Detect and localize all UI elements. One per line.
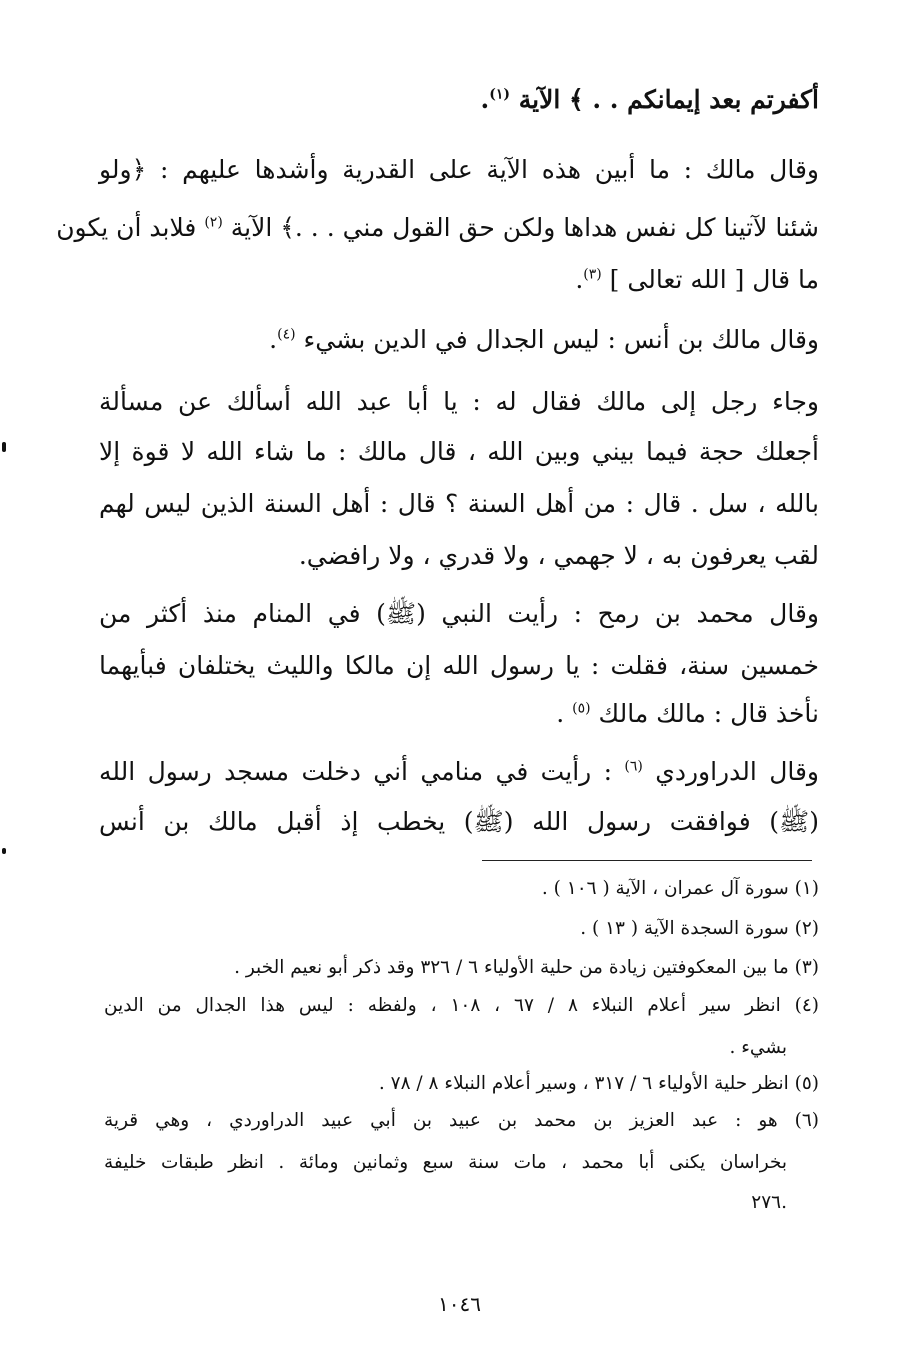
body-line-10 [99,596,819,632]
line-tail: . [269,325,278,354]
line-tail: . [556,699,573,728]
line-text: خمسين سنة، فقلت : يا رسول الله إن مالكا والليث يختلفان فبأيهما [99,651,819,680]
page-number: ١٠٤٦ [438,1292,481,1316]
footnote-text: (٥) انظر حلية الأولياء ٦ / ٣١٧ ، وسير أعلام النبلاء ٨ / ٧٨ . [378,1073,819,1094]
line-text: ما قال [ الله تعالى ] [601,265,819,294]
body-line-13 [99,754,819,790]
footnote-text: بخراسان يكنى أبا محمد ، مات سنة سبع وثمانين ومائة . انظر طبقات خليفة [104,1152,787,1173]
body-line-14 [99,804,819,840]
footnote-text: (٣) ما بين المعكوفتين زيادة من حلية الأولياء ٦ / ٣٢٦ وقد ذكر أبو نعيم الخبر . [234,957,819,978]
body-line-4 [99,262,819,298]
footnote-1 [104,876,819,902]
footnote-text: (٦) هو : عبد العزيز بن محمد بن عبيد بن أبي عبيد الدراوردي ، وهي قرية [104,1110,819,1131]
footnote-text: (١) سورة آل عمران ، الآية ( ١٠٦ ) . [541,878,819,899]
line-text: شئنا لآتينا كل نفس هداها ولكن حق القول مني . . .﴾ الآية [222,213,819,242]
line-text: بالله ، سل . قال : من أهل السنة ؟ قال : أهل السنة الذين ليس لهم [99,489,819,518]
body-line-6 [99,384,819,420]
line-text: وقال مالك بن أنس : ليس الجدال في الدين بشيء [295,325,819,354]
line-text: أجعلك حجة فيما بيني وبين الله ، قال مالك : ما شاء الله لا قوة إلا [99,437,819,466]
line-text: نأخذ قال : مالك مالك [590,699,819,728]
line-text: (ﷺ) فوافقت رسول الله (ﷺ) يخطب إذ أقبل مالك بن أنس [99,807,819,836]
body-line-5 [99,322,819,358]
footnote-ref: (٣) [583,266,602,283]
footnote-text: (٢) سورة السجدة الآية ( ١٣ ) . [580,918,819,939]
footnote-2 [104,916,819,942]
footnote-ref: (٦) [624,758,643,775]
line-text: وقال محمد بن رمح : رأيت النبي (ﷺ) في المنام منذ أكثر من [99,599,819,628]
scan-mark [2,848,6,854]
line-tail: . [575,265,584,294]
footnote-6 [104,1108,819,1134]
footnote-4 [104,993,819,1019]
body-line-3 [56,210,819,246]
footnote-text: (٤) انظر سير أعلام النبلاء ٨ / ٦٧ ، ١٠٨ ، ولفظه : ليس هذا الجدال من الدين [104,995,820,1016]
footnote-text: بشيء . [729,1037,787,1058]
body-line-2 [99,152,819,188]
footnote-6-cont-2 [104,1190,787,1216]
footnote-4-cont [104,1035,787,1061]
body-line-1 [99,82,819,118]
scan-mark [2,442,6,452]
footnote-text: .٢٧٦ [751,1192,787,1213]
footnote-6-cont [104,1150,787,1176]
line-tail: : رأيت في منامي أني دخلت مسجد رسول الله [99,757,625,786]
footnote-separator [482,860,812,861]
body-line-8 [99,486,819,522]
footnote-ref: (٤) [277,326,296,343]
line-tail: . [480,85,490,114]
body-line-12 [99,696,819,732]
body-line-7 [99,434,819,470]
line-text: وقال مالك : ما أبين هذه الآية على القدرية وأشدها عليهم : ﴿ولو [99,155,819,184]
line-text: لقب يعرفون به ، لا جهمي ، ولا قدري ، ولا رافضي. [298,541,819,570]
line-text: أكفرتم بعد إيمانكم . . ﴾ الآية [510,85,819,114]
footnote-3 [104,955,819,981]
line-text: وجاء رجل إلى مالك فقال له : يا أبا عبد الله أسألك عن مسألة [99,387,819,416]
footnote-ref: (٢) [204,214,223,231]
body-line-9 [99,538,819,574]
line-text: وقال الدراوردي [642,757,819,786]
footnote-ref: (١) [489,86,511,103]
body-line-11 [99,648,819,684]
footnote-ref: (٥) [572,700,591,717]
line-tail: فلابد أن يكون [56,213,205,242]
footnote-5 [104,1071,819,1097]
